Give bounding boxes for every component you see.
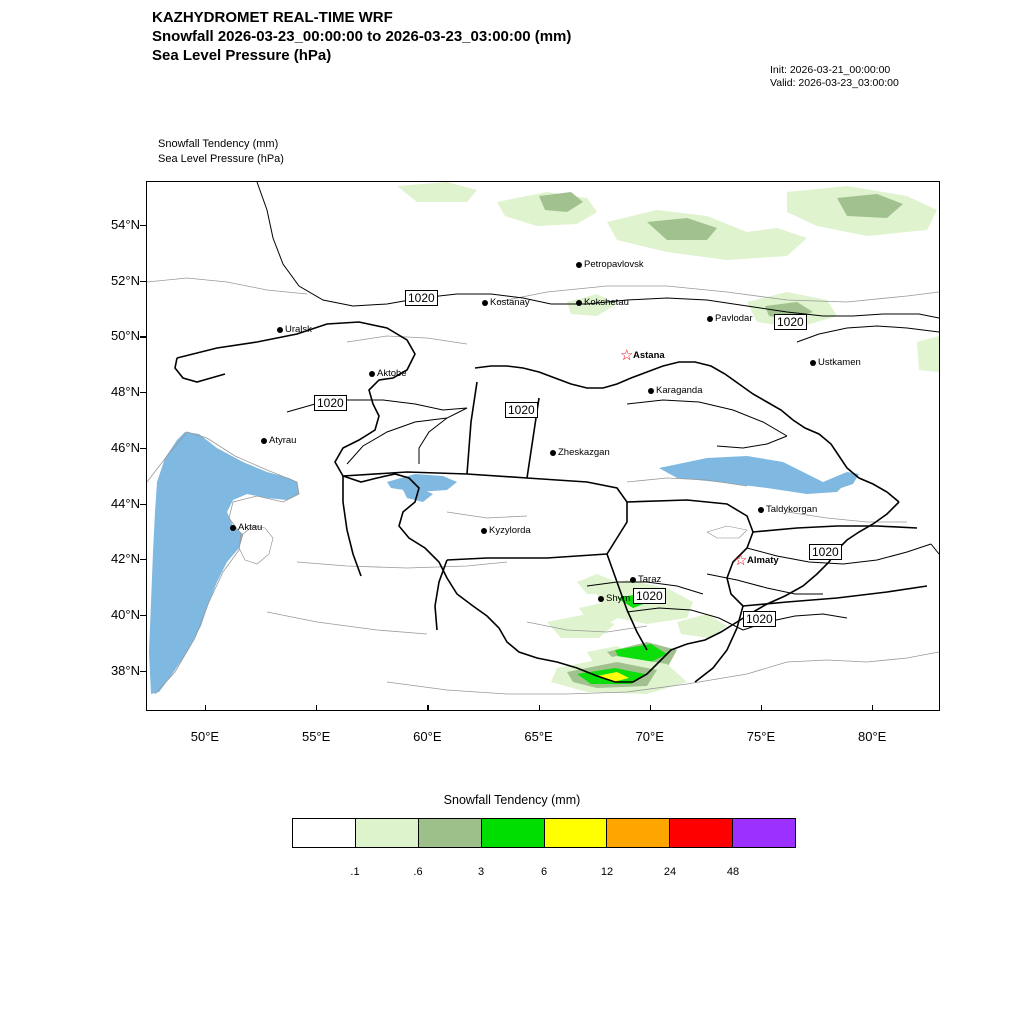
lon-tick-mark [427, 705, 428, 711]
subcaption-line-2: Sea Level Pressure (hPa) [158, 153, 284, 165]
city-dot-icon [707, 316, 713, 322]
city-dot-icon [810, 360, 816, 366]
lat-tick-label: 40°N [110, 606, 140, 622]
city-label: Petropavlovsk [584, 259, 644, 270]
lon-tick-mark [316, 705, 317, 711]
lon-tick-label: 80°E [857, 729, 887, 744]
pressure-contour-label: 1020 [809, 544, 842, 560]
lat-tick-label: 44°N [110, 495, 140, 511]
pressure-contour-label: 1020 [314, 395, 347, 411]
lat-tick-mark [140, 392, 146, 393]
city-dot-icon [550, 450, 556, 456]
city-label: Aktau [238, 522, 263, 533]
city-label: Kostanay [490, 297, 530, 308]
plot-subcaption [158, 137, 284, 167]
lat-tick-mark [140, 671, 146, 672]
colorbar-tick-label: 48 [726, 866, 740, 878]
city-label: Kokshetau [584, 297, 629, 308]
colorbar-tick-label: .1 [350, 866, 360, 878]
lat-tick-label: 52°N [110, 272, 140, 288]
snowfall-shading [397, 182, 939, 694]
colorbar-ticks [292, 852, 796, 878]
longitude-axis [146, 711, 940, 755]
star-icon: ☆ [620, 347, 634, 364]
city-label: Uralsk [285, 324, 312, 335]
city-label: Taraz [638, 574, 662, 585]
pressure-contour-label: 1020 [505, 402, 538, 418]
pressure-contour-label: 1020 [633, 588, 666, 604]
city-dot-icon [576, 262, 582, 268]
capital-label: Almaty [747, 555, 779, 566]
city-dot-icon [648, 388, 654, 394]
city-label: Shym [606, 593, 631, 604]
city-label: Karaganda [656, 385, 703, 396]
city-label: Taldykorgan [766, 504, 818, 515]
lat-tick-mark [140, 448, 146, 449]
map-graphic [147, 182, 939, 710]
lat-tick-mark [140, 281, 146, 282]
colorbar-swatch [670, 819, 733, 847]
lon-tick-mark [650, 705, 651, 711]
init-valid-block [770, 64, 899, 90]
star-icon: ☆ [734, 552, 748, 569]
lat-tick-label: 42°N [110, 551, 140, 567]
colorbar-swatch [482, 819, 545, 847]
lon-tick-label: 75°E [746, 729, 776, 744]
city-dot-icon [482, 300, 488, 306]
city-dot-icon [277, 327, 283, 333]
init-time: Init: 2026-03-21_00:00:00 [770, 64, 891, 76]
city-label: Zheskazgan [558, 447, 610, 458]
colorbar-tick-label: 12 [600, 866, 614, 878]
title-line-1: KAZHYDROMET REAL-TIME WRF [152, 9, 393, 26]
lat-tick-mark [140, 504, 146, 505]
city-dot-icon [630, 577, 636, 583]
latitude-axis [78, 181, 140, 711]
pressure-contour-label: 1020 [743, 611, 776, 627]
lon-tick-label: 60°E [413, 729, 442, 744]
city-label: Atyrau [269, 435, 297, 446]
colorbar-tick-label: .6 [413, 866, 423, 878]
city-dot-icon [261, 438, 267, 444]
pressure-contour-label: 1020 [405, 290, 438, 306]
valid-time: Valid: 2026-03-23_03:00:00 [770, 77, 899, 89]
colorbar-swatch [419, 819, 482, 847]
colorbar-title: Snowfall Tendency (mm) [443, 793, 581, 807]
lat-tick-mark [140, 336, 146, 337]
subcaption-line-1: Snowfall Tendency (mm) [158, 138, 279, 150]
lon-tick-mark [761, 705, 762, 711]
lon-tick-label: 65°E [524, 729, 553, 744]
lon-tick-label: 55°E [301, 729, 331, 744]
lat-tick-label: 38°N [110, 662, 140, 678]
pressure-contours [257, 182, 939, 630]
city-dot-icon [230, 525, 236, 531]
colorbar-tick-label: 3 [477, 866, 485, 878]
colorbar-tick-label: 24 [663, 866, 677, 878]
city-label: Ustkamen [818, 357, 861, 368]
city-dot-icon [369, 371, 375, 377]
lon-tick-mark [539, 705, 540, 711]
title-line-3: Sea Level Pressure (hPa) [152, 47, 332, 64]
colorbar-swatch [607, 819, 670, 847]
country-borders [175, 322, 927, 682]
colorbar [292, 818, 796, 848]
lat-tick-label: 50°N [110, 328, 140, 344]
colorbar-swatch [293, 819, 356, 847]
colorbar-tick-label: 6 [540, 866, 548, 878]
title-line-2: Snowfall 2026-03-23_00:00:00 to 2026-03-23_03:00:00 (mm) [152, 28, 572, 45]
city-label: Aktobe [377, 368, 407, 379]
lat-tick-mark [140, 559, 146, 560]
lat-tick-label: 48°N [110, 384, 140, 400]
colorbar-swatch [545, 819, 608, 847]
title-block [152, 8, 571, 65]
map-plot-area [146, 181, 940, 711]
colorbar-swatch [733, 819, 795, 847]
lon-tick-mark [872, 705, 873, 711]
city-dot-icon [576, 300, 582, 306]
city-label: Pavlodar [715, 313, 753, 324]
city-dot-icon [758, 507, 764, 513]
city-dot-icon [598, 596, 604, 602]
lat-tick-label: 46°N [110, 439, 140, 455]
lat-tick-label: 54°N [110, 217, 140, 232]
city-label: Kyzylorda [489, 525, 531, 536]
lat-tick-mark [140, 225, 146, 226]
capital-label: Astana [633, 350, 665, 361]
lat-tick-mark [140, 615, 146, 616]
lon-tick-mark [205, 705, 206, 711]
lon-tick-label: 70°E [635, 729, 664, 744]
colorbar-swatch [356, 819, 419, 847]
lon-tick-label: 50°E [190, 729, 220, 744]
pressure-contour-label: 1020 [774, 314, 807, 330]
city-dot-icon [481, 528, 487, 534]
